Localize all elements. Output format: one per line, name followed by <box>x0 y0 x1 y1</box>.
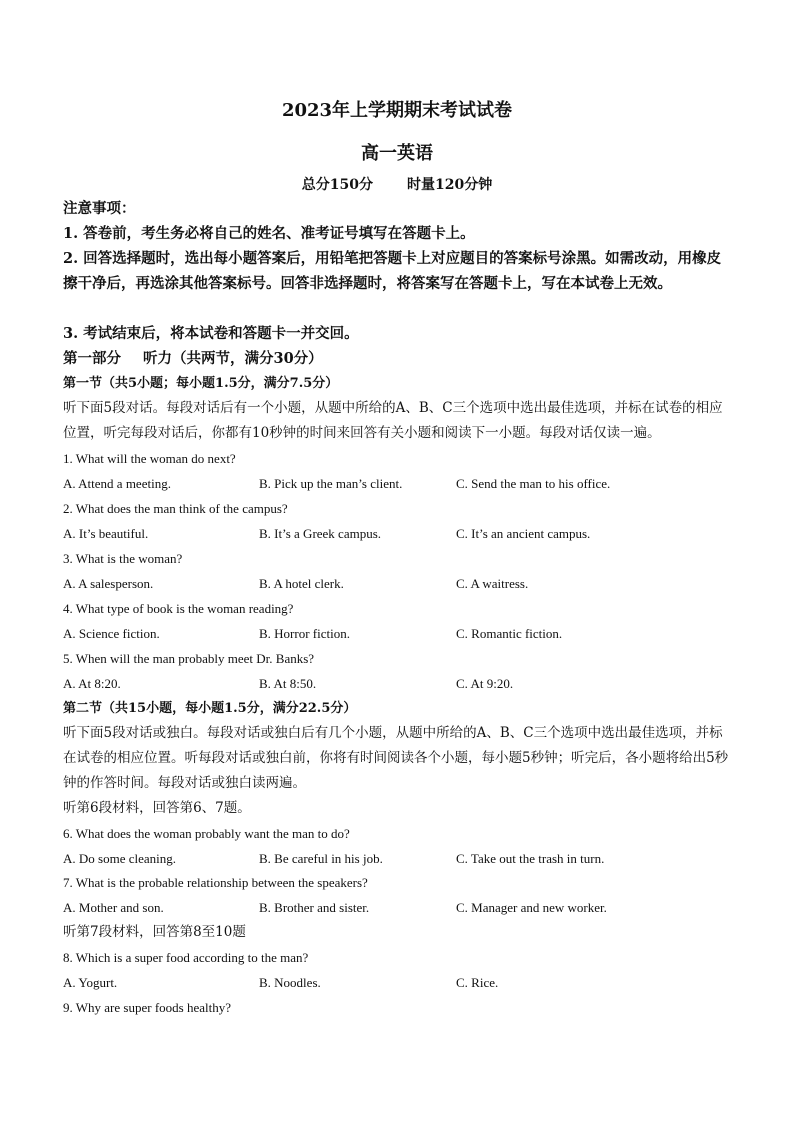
score-time-line <box>0 174 794 194</box>
q7-option-c[interactable]: C. Manager and new worker. <box>456 900 607 915</box>
q5-option-a[interactable]: A. At 8:20. <box>63 676 121 691</box>
note-2: 2. 回答选择题时，选出每小题答案后，用铅笔把答题卡上对应题目的答案标号涂黑。如需改动，用橡皮擦干净后，再选涂其他答案标号。回答非选择题时，将答案写在答题卡上，写在本试卷上无效。 <box>63 250 722 292</box>
q1-option-b[interactable]: B. Pick up the man’s client. <box>259 476 403 491</box>
part1-title: 第一部分 <box>63 350 121 367</box>
material-6-note: 听第6段材料，回答第6、7题。 <box>63 800 251 816</box>
question-4: 4. What type of book is the woman reading? <box>63 601 294 616</box>
section1-instruction: 听下面5段对话。每段对话后有一个小题，从题中所给的A、B、C三个选项中选出最佳选项，并标在试卷的相应位置，听完每段对话后，你都有10秒钟的时间来回答有关小题和阅读下一小题。每段对话仅读一遍。 <box>63 400 723 441</box>
q6-option-b[interactable]: B. Be careful in his job. <box>259 851 383 866</box>
q4-option-b[interactable]: B. Horror fiction. <box>259 626 350 641</box>
question-9: 9. Why are super foods healthy? <box>63 1000 231 1015</box>
q4-option-a[interactable]: A. Science fiction. <box>63 626 160 641</box>
q5-option-b[interactable]: B. At 8:50. <box>259 676 317 691</box>
note-1: 1. 答卷前，考生务必将自己的姓名、准考证号填写在答题卡上。 <box>63 225 475 242</box>
q8-option-b[interactable]: B. Noodles. <box>259 975 321 990</box>
note-3: 3. 考试结束后，将本试卷和答题卡一并交回。 <box>63 325 359 342</box>
q8-option-a[interactable]: A. Yogurt. <box>63 975 118 990</box>
section1-title: 第一节（共5小题；每小题1.5分，满分7.5分） <box>63 376 339 391</box>
question-2: 2. What does the man think of the campus? <box>63 501 288 516</box>
time-limit: 时量120分钟 <box>407 177 493 193</box>
exam-title: 2023年上学期期末考试试卷 <box>281 100 513 121</box>
q2-option-a[interactable]: A. It’s beautiful. <box>63 526 149 541</box>
q6-option-c[interactable]: C. Take out the trash in turn. <box>456 851 605 866</box>
q6-option-a[interactable]: A. Do some cleaning. <box>63 851 177 866</box>
q5-option-c[interactable]: C. At 9:20. <box>456 676 514 691</box>
q1-option-a[interactable]: A. Attend a meeting. <box>63 476 171 491</box>
material-7-note: 听第7段材料，回答第8至10题 <box>63 924 246 940</box>
q2-option-c[interactable]: C. It’s an ancient campus. <box>456 526 591 541</box>
q1-option-c[interactable]: C. Send the man to his office. <box>456 476 611 491</box>
question-8: 8. Which is a super food according to the man? <box>63 950 309 965</box>
part1-heading <box>63 346 735 371</box>
q7-option-a[interactable]: A. Mother and son. <box>63 900 164 915</box>
question-7: 7. What is the probable relationship between the speakers? <box>63 875 368 890</box>
total-score: 总分150分 <box>301 177 373 193</box>
q8-option-c[interactable]: C. Rice. <box>456 975 499 990</box>
q7-option-b[interactable]: B. Brother and sister. <box>259 900 370 915</box>
question-1: 1. What will the woman do next? <box>63 451 236 466</box>
part1-subtitle: 听力（共两节，满分30分） <box>143 350 323 367</box>
q3-option-c[interactable]: C. A waitress. <box>456 576 529 591</box>
subject-title: 高一英语 <box>361 143 433 164</box>
question-5: 5. When will the man probably meet Dr. Banks? <box>63 651 315 666</box>
question-6: 6. What does the woman probably want the man to do? <box>63 826 350 841</box>
q4-option-c[interactable]: C. Romantic fiction. <box>456 626 563 641</box>
section2-title: 第二节（共15小题，每小题1.5分，满分22.5分） <box>63 701 357 716</box>
section2-instruction: 听下面5段对话或独白。每段对话或独白后有几个小题，从题中所给的A、B、C三个选项中选出最佳选项，并标在试卷的相应位置。听每段对话或独白前，你将有时间阅读各个小题，每小题5秒钟；听完后，各小题将给出5秒钟的作答时间。每段对话或独白读两遍。 <box>63 725 729 791</box>
q3-option-b[interactable]: B. A hotel clerk. <box>259 576 344 591</box>
q2-option-b[interactable]: B. It’s a Greek campus. <box>259 526 382 541</box>
question-3: 3. What is the woman? <box>63 551 183 566</box>
q3-option-a[interactable]: A. A salesperson. <box>63 576 154 591</box>
notes-heading: 注意事项： <box>63 200 136 217</box>
